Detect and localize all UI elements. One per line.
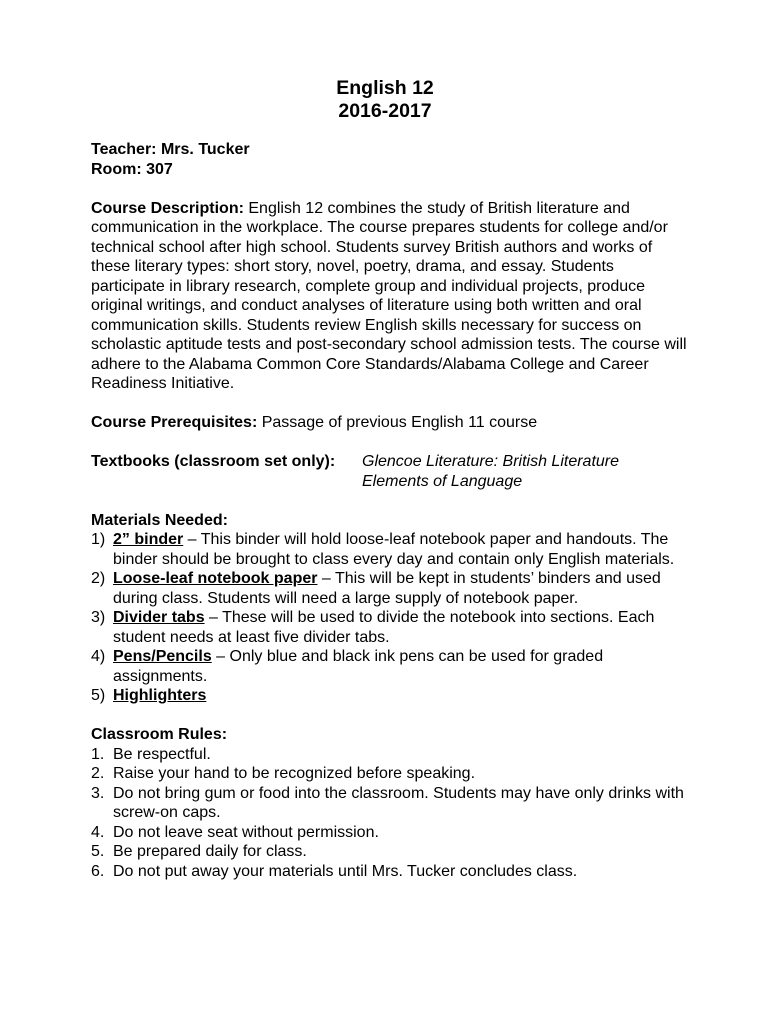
syllabus-body — [91, 140, 691, 881]
course-title: English 12 — [336, 77, 434, 99]
materials-list — [91, 530, 691, 706]
list-item — [91, 686, 691, 706]
prerequisites-text: Passage of previous English 11 course — [261, 414, 538, 431]
item-number: 2. — [91, 765, 105, 782]
material-text: – This will be kept in students’ binders and used during class. Students will need a large supply of notebook paper. — [113, 570, 661, 607]
textbook-item: Glencoe Literature: British Literature — [362, 453, 620, 470]
material-text: – These will be used to divide the notebook into sections. Each student needs at least five divider tabs. — [113, 609, 655, 646]
material-name: Highlighters — [113, 687, 207, 704]
rules-list — [91, 745, 691, 882]
item-number: 5) — [91, 687, 106, 704]
list-item — [91, 823, 691, 843]
list-item — [91, 842, 691, 862]
rule-text: Be respectful. — [113, 745, 211, 763]
room-label: Room: — [91, 160, 142, 178]
rule-text: Do not put away your materials until Mrs. Tucker concludes class. — [113, 862, 578, 880]
materials-heading: Materials Needed: — [91, 511, 228, 529]
room-number: 307 — [146, 160, 173, 178]
item-number: 1. — [91, 745, 105, 763]
teacher-label: Teacher: — [91, 141, 157, 158]
material-text: – This binder will hold loose-leaf notebook paper and handouts. The binder should be brought to class every day and contain only English materials. — [113, 531, 675, 568]
rule-text: Be prepared daily for class. — [113, 843, 307, 860]
course-description-label: Course Description: — [91, 199, 244, 217]
item-number: 6. — [91, 862, 105, 880]
list-item — [91, 862, 691, 882]
rules-heading: Classroom Rules: — [91, 726, 228, 743]
prerequisites-label: Course Prerequisites: — [91, 414, 258, 431]
item-number: 1) — [91, 531, 106, 548]
list-item — [91, 647, 691, 686]
item-number: 2) — [91, 570, 106, 587]
material-name: 2” binder — [113, 531, 184, 548]
item-number: 3) — [91, 609, 106, 626]
teacher-name: Mrs. Tucker — [160, 141, 250, 158]
material-text: – Only blue and black ink pens can be used for graded assignments. — [113, 648, 604, 685]
item-number: 5. — [91, 843, 105, 860]
material-name: Loose-leaf notebook paper — [113, 570, 318, 587]
rule-text: Raise your hand to be recognized before speaking. — [113, 765, 476, 782]
list-item — [91, 608, 691, 647]
list-item — [91, 745, 691, 765]
item-number: 4. — [91, 823, 105, 841]
textbooks-label: Textbooks (classroom set only): — [91, 453, 336, 470]
list-item — [91, 530, 691, 569]
textbook-item: Elements of Language — [362, 472, 523, 490]
rule-text: Do not bring gum or food into the classroom. Students may have only drinks with screw-on caps. — [113, 784, 684, 821]
material-name: Divider tabs — [113, 609, 205, 626]
list-item — [91, 569, 691, 608]
course-prerequisites — [91, 413, 691, 433]
item-number: 3. — [91, 784, 105, 802]
item-number: 4) — [91, 648, 106, 665]
school-year: 2016-2017 — [338, 100, 432, 122]
textbooks-list — [362, 452, 619, 491]
material-name: Pens/Pencils — [113, 648, 212, 665]
room-line — [91, 160, 691, 180]
course-description-text: English 12 combines the study of British literature and communication in the workplace. The course prepares students for college and/or technical school after high school. Students survey British authors and works of these literary types: short story, novel, poetry, drama, and essay. Students participate in library research, complete group and individual projects, produce original writings, and conduct analyses of literature using both written and oral communication skills. Students review English skills necessary for success on scholastic aptitude tests and post-secondary school admission tests. The course will adhere to the Alabama Common Core Standards/Alabama College and Career Readiness Initiative. — [91, 199, 687, 392]
teacher-line — [91, 140, 691, 160]
course-description — [91, 199, 691, 394]
textbooks-section — [91, 452, 691, 491]
list-item — [91, 784, 691, 823]
list-item — [91, 764, 691, 784]
rule-text: Do not leave seat without permission. — [113, 823, 379, 841]
